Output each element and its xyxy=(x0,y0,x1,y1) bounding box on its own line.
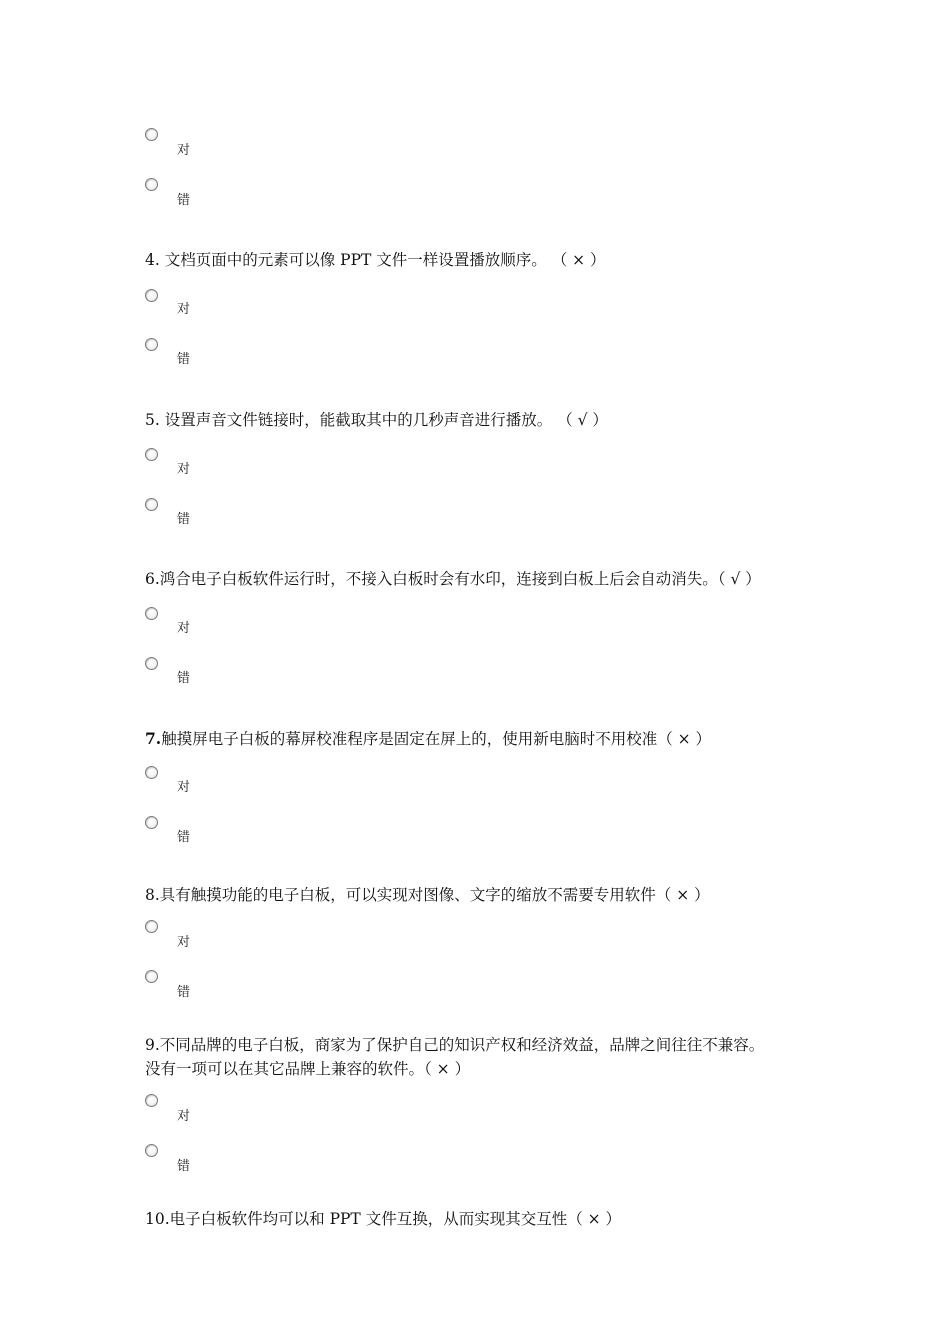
q8-radio-true[interactable] xyxy=(145,920,158,933)
question-7-number: 7. xyxy=(145,729,162,748)
q4-option-true-label: 对 xyxy=(177,302,191,317)
q4-radio-false[interactable] xyxy=(145,338,158,351)
q5-radio-false[interactable] xyxy=(145,498,158,511)
q6-option-false-label: 错 xyxy=(177,671,191,686)
question-8-text: 8.具有触摸功能的电子白板，可以实现对图像、文字的缩放不需要专用软件（ × ） xyxy=(145,886,710,904)
q7-radio-false[interactable] xyxy=(145,816,158,829)
q9-radio-false[interactable] xyxy=(145,1144,158,1157)
q4-radio-true[interactable] xyxy=(145,289,158,302)
q5-radio-true[interactable] xyxy=(145,448,158,461)
q7-radio-true[interactable] xyxy=(145,766,158,779)
q8-option-false-label: 错 xyxy=(177,985,191,1000)
question-7-body: 触摸屏电子白板的幕屏校准程序是固定在屏上的，使用新电脑时不用校准（ × ） xyxy=(161,730,712,748)
q7-option-true-label: 对 xyxy=(177,780,191,795)
q3-option-true-label: 对 xyxy=(177,143,191,158)
q6-radio-true[interactable] xyxy=(145,607,158,620)
q9-radio-true[interactable] xyxy=(145,1094,158,1107)
q3-option-false-label: 错 xyxy=(177,193,191,208)
q4-option-false-label: 错 xyxy=(177,352,191,367)
q7-option-false-label: 错 xyxy=(177,830,191,845)
q6-radio-false[interactable] xyxy=(145,657,158,670)
question-5-text: 5. 设置声音文件链接时，能截取其中的几秒声音进行播放。 （ √ ） xyxy=(145,411,608,429)
q3-radio-true[interactable] xyxy=(145,128,158,141)
question-9-text: 9.不同品牌的电子白板，商家为了保护自己的知识产权和经济效益，品牌之间往往不兼容。 xyxy=(145,1036,765,1054)
q9-option-false-label: 错 xyxy=(177,1159,191,1174)
q9-option-true-label: 对 xyxy=(177,1109,191,1124)
question-6-text: 6.鸿合电子白板软件运行时，不接入白板时会有水印，连接到白板上后会自动消失。（ √ ） xyxy=(145,570,761,588)
question-4-text: 4. 文档页面中的元素可以像 PPT 文件一样设置播放顺序。 （ × ） xyxy=(145,251,606,269)
question-9-text-line2: 没有一项可以在其它品牌上兼容的软件。（ × ） xyxy=(145,1060,471,1078)
question-7-text xyxy=(145,729,711,749)
q3-radio-false[interactable] xyxy=(145,178,158,191)
q8-radio-false[interactable] xyxy=(145,970,158,983)
question-10-text: 10.电子白板软件均可以和 PPT 文件互换，从而实现其交互性（ × ） xyxy=(145,1210,622,1228)
q6-option-true-label: 对 xyxy=(177,621,191,636)
q8-option-true-label: 对 xyxy=(177,935,191,950)
q5-option-true-label: 对 xyxy=(177,462,191,477)
q5-option-false-label: 错 xyxy=(177,512,191,527)
